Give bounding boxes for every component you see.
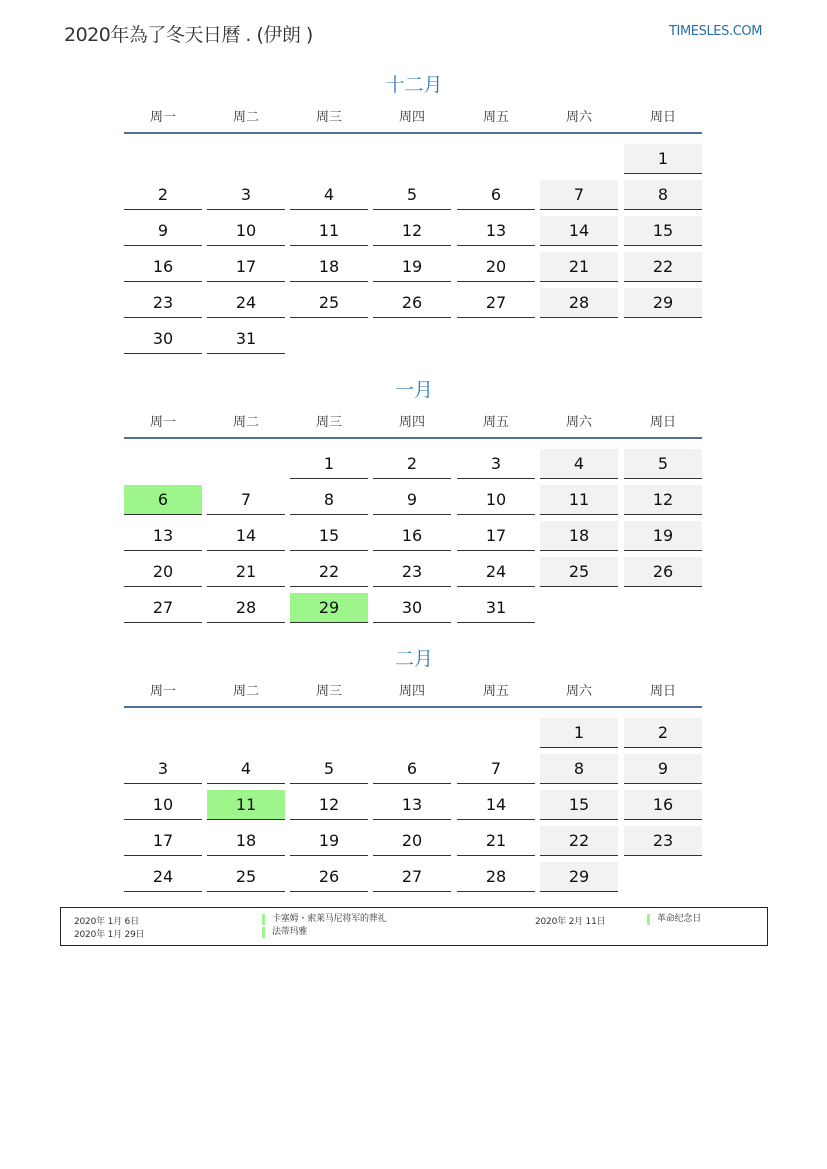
day-cell: 8 bbox=[290, 485, 368, 515]
day-cell: 1 bbox=[290, 449, 368, 479]
day-cell: 30 bbox=[124, 324, 202, 354]
weekday-tue: 周二 bbox=[232, 110, 259, 125]
day-cell: 23 bbox=[124, 288, 202, 318]
day-cell: 15 bbox=[290, 521, 368, 551]
month-title: 一月 bbox=[394, 379, 433, 401]
day-cell: 23 bbox=[624, 826, 702, 856]
weekday-fri: 周五 bbox=[482, 415, 509, 430]
day-cell: 29 bbox=[624, 288, 702, 318]
day-cell: 11 bbox=[290, 216, 368, 246]
day-cell: 20 bbox=[373, 826, 451, 856]
day-cell: 31 bbox=[457, 593, 535, 623]
day-cell: 15 bbox=[540, 790, 618, 820]
day-cell: 16 bbox=[624, 790, 702, 820]
day-cell: 6 bbox=[124, 485, 202, 515]
day-cell: 3 bbox=[207, 180, 285, 210]
day-cell: 7 bbox=[457, 754, 535, 784]
day-cell: 19 bbox=[624, 521, 702, 551]
day-cell: 18 bbox=[290, 252, 368, 282]
day-cell: 7 bbox=[207, 485, 285, 515]
day-cell: 12 bbox=[624, 485, 702, 515]
weekday-header bbox=[124, 411, 704, 431]
day-cell: 13 bbox=[373, 790, 451, 820]
legend-holiday-name: 法蒂玛雅 bbox=[262, 927, 307, 938]
day-cell: 28 bbox=[207, 593, 285, 623]
day-cell: 29 bbox=[540, 862, 618, 892]
day-cell: 7 bbox=[540, 180, 618, 210]
day-cell: 1 bbox=[540, 718, 618, 748]
weekday-wed: 周三 bbox=[315, 684, 342, 699]
day-cell: 27 bbox=[457, 288, 535, 318]
day-cell: 26 bbox=[290, 862, 368, 892]
day-cell: 16 bbox=[373, 521, 451, 551]
day-cell: 14 bbox=[457, 790, 535, 820]
legend-date: 2020年 2月 11日 bbox=[535, 917, 606, 927]
day-cell: 4 bbox=[207, 754, 285, 784]
day-cell: 25 bbox=[290, 288, 368, 318]
day-cell: 17 bbox=[457, 521, 535, 551]
day-cell: 5 bbox=[624, 449, 702, 479]
day-cell: 25 bbox=[207, 862, 285, 892]
day-cell: 24 bbox=[124, 862, 202, 892]
weekday-mon: 周一 bbox=[149, 415, 176, 430]
weekday-fri: 周五 bbox=[482, 110, 509, 125]
holiday-legend bbox=[60, 907, 768, 946]
day-cell: 12 bbox=[290, 790, 368, 820]
weekday-sat: 周六 bbox=[565, 110, 592, 125]
weekday-header bbox=[124, 680, 704, 700]
day-cell: 20 bbox=[457, 252, 535, 282]
day-cell: 27 bbox=[373, 862, 451, 892]
day-cell: 22 bbox=[290, 557, 368, 587]
day-cell: 11 bbox=[540, 485, 618, 515]
weekday-fri: 周五 bbox=[482, 684, 509, 699]
weekday-sat: 周六 bbox=[565, 415, 592, 430]
legend-date: 2020年 1月 6日 bbox=[74, 917, 139, 927]
weekday-thu: 周四 bbox=[398, 110, 425, 125]
day-cell: 13 bbox=[457, 216, 535, 246]
weekday-tue: 周二 bbox=[232, 684, 259, 699]
day-cell: 13 bbox=[124, 521, 202, 551]
day-cell: 22 bbox=[540, 826, 618, 856]
day-cell: 5 bbox=[373, 180, 451, 210]
legend-holiday-name: 革命纪念日 bbox=[647, 914, 701, 925]
day-cell: 12 bbox=[373, 216, 451, 246]
weekday-thu: 周四 bbox=[398, 684, 425, 699]
page-title: 2020年為了冬天日曆 . (伊朗 ) bbox=[64, 24, 313, 46]
day-cell: 2 bbox=[124, 180, 202, 210]
day-cell: 15 bbox=[624, 216, 702, 246]
day-cell: 24 bbox=[207, 288, 285, 318]
weekday-sun: 周日 bbox=[649, 684, 676, 699]
day-cell: 28 bbox=[457, 862, 535, 892]
day-cell: 25 bbox=[540, 557, 618, 587]
day-cell: 4 bbox=[540, 449, 618, 479]
day-cell: 2 bbox=[624, 718, 702, 748]
day-cell: 4 bbox=[290, 180, 368, 210]
day-cell: 31 bbox=[207, 324, 285, 354]
day-cell: 9 bbox=[624, 754, 702, 784]
weekday-wed: 周三 bbox=[315, 110, 342, 125]
day-cell: 3 bbox=[457, 449, 535, 479]
site-link[interactable]: TIMESLES.COM bbox=[669, 24, 763, 39]
day-cell: 14 bbox=[540, 216, 618, 246]
day-cell: 10 bbox=[124, 790, 202, 820]
day-cell: 26 bbox=[373, 288, 451, 318]
weekday-thu: 周四 bbox=[398, 415, 425, 430]
weekday-mon: 周一 bbox=[149, 110, 176, 125]
day-cell: 20 bbox=[124, 557, 202, 587]
day-cell: 21 bbox=[207, 557, 285, 587]
day-cell: 29 bbox=[290, 593, 368, 623]
weekday-sat: 周六 bbox=[565, 684, 592, 699]
day-cell: 5 bbox=[290, 754, 368, 784]
weekday-sun: 周日 bbox=[649, 415, 676, 430]
day-cell: 30 bbox=[373, 593, 451, 623]
day-cell: 3 bbox=[124, 754, 202, 784]
weekday-mon: 周一 bbox=[149, 684, 176, 699]
day-cell: 21 bbox=[540, 252, 618, 282]
day-cell: 17 bbox=[124, 826, 202, 856]
day-cell: 24 bbox=[457, 557, 535, 587]
legend-date: 2020年 1月 29日 bbox=[74, 930, 145, 940]
weekday-header bbox=[124, 106, 704, 126]
day-cell: 10 bbox=[207, 216, 285, 246]
day-cell: 10 bbox=[457, 485, 535, 515]
header-rule bbox=[124, 437, 702, 439]
day-cell: 14 bbox=[207, 521, 285, 551]
day-cell: 22 bbox=[624, 252, 702, 282]
day-cell: 26 bbox=[624, 557, 702, 587]
header-rule bbox=[124, 132, 702, 134]
day-cell: 9 bbox=[124, 216, 202, 246]
day-cell: 18 bbox=[540, 521, 618, 551]
day-cell: 19 bbox=[373, 252, 451, 282]
day-cell: 18 bbox=[207, 826, 285, 856]
header-rule bbox=[124, 706, 702, 708]
legend-holiday-name: 卡塞姆・索莱马尼将军的葬礼 bbox=[262, 914, 386, 925]
day-cell: 8 bbox=[540, 754, 618, 784]
day-cell: 27 bbox=[124, 593, 202, 623]
day-cell: 9 bbox=[373, 485, 451, 515]
month-title: 十二月 bbox=[385, 74, 443, 96]
weekday-sun: 周日 bbox=[649, 110, 676, 125]
day-cell: 21 bbox=[457, 826, 535, 856]
day-cell: 16 bbox=[124, 252, 202, 282]
day-cell: 17 bbox=[207, 252, 285, 282]
day-cell: 19 bbox=[290, 826, 368, 856]
day-cell: 28 bbox=[540, 288, 618, 318]
weekday-wed: 周三 bbox=[315, 415, 342, 430]
day-cell: 1 bbox=[624, 144, 702, 174]
month-title: 二月 bbox=[394, 648, 433, 670]
day-cell: 2 bbox=[373, 449, 451, 479]
day-cell: 8 bbox=[624, 180, 702, 210]
day-cell: 6 bbox=[373, 754, 451, 784]
day-cell: 6 bbox=[457, 180, 535, 210]
day-cell: 11 bbox=[207, 790, 285, 820]
weekday-tue: 周二 bbox=[232, 415, 259, 430]
day-cell: 23 bbox=[373, 557, 451, 587]
